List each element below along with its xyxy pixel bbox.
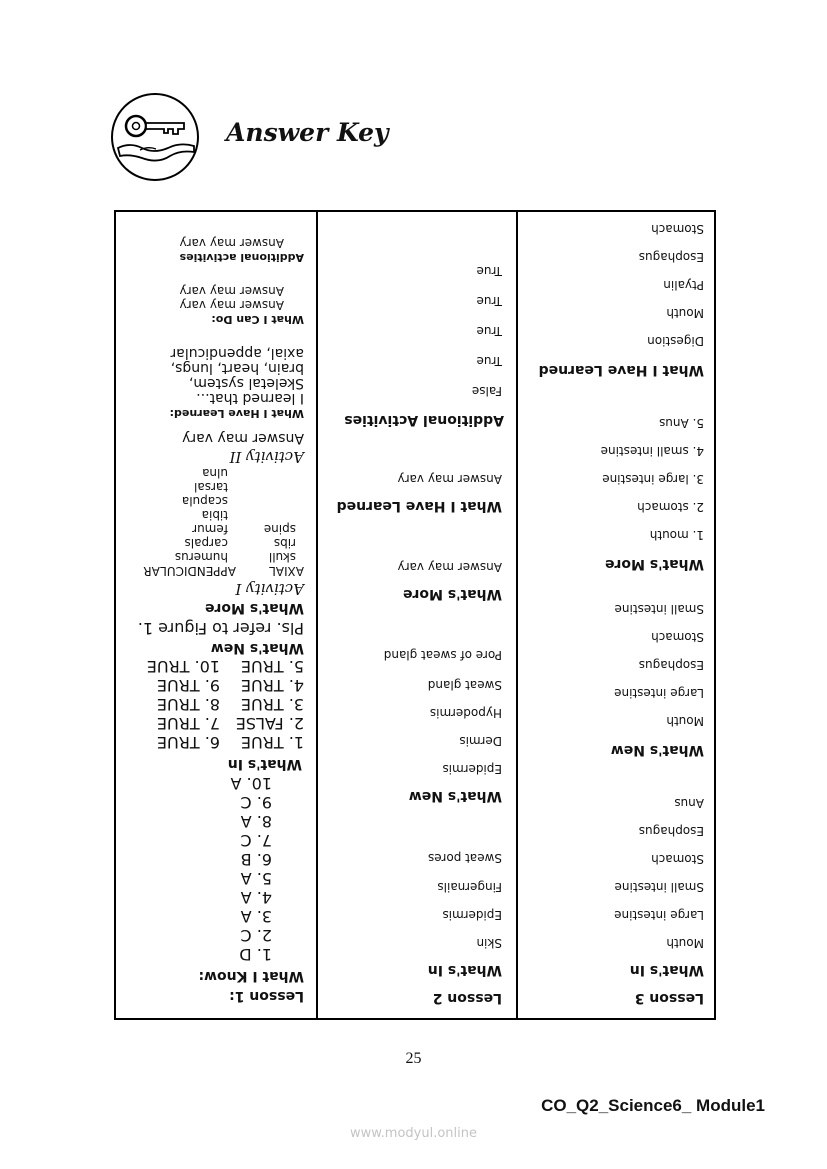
- lesson3-learned-item: Esophagus: [638, 250, 704, 264]
- lesson2-whats-new: What's New: [408, 788, 502, 804]
- lesson1-column: [116, 212, 318, 1018]
- new-answer: Pls. refer to Figure 1.: [137, 619, 304, 638]
- appendicular-item: tibia: [201, 508, 228, 522]
- lesson3-in-item: Esophagus: [638, 824, 704, 838]
- lesson3-whats-more: What's More: [605, 556, 704, 572]
- lesson1-what-i-know: What I Know:: [198, 968, 304, 984]
- learned-line: I learned that...: [196, 390, 304, 406]
- lesson3-whats-in: What's In: [629, 962, 704, 978]
- lesson2-in-item: Fingernails: [437, 880, 502, 894]
- lesson2-new-item: Pore of sweat gland: [383, 648, 502, 662]
- lesson3-new-item: Large intestine: [614, 686, 704, 700]
- lesson3-more-item: 3. large intestine: [602, 472, 704, 486]
- in-answer: 6. TRUE: [156, 733, 220, 752]
- lesson3-new-item: Esophagus: [638, 658, 704, 672]
- learned-line: axial, appendicular: [170, 345, 304, 361]
- know-answer: 6. B: [240, 850, 272, 869]
- lesson2-column: [316, 212, 518, 1018]
- page-number: 25: [405, 1050, 422, 1067]
- lesson2-new-item: Dermis: [459, 734, 502, 748]
- learned-line: brain, heart, lungs,: [170, 360, 304, 376]
- lesson2-additional-item: True: [476, 324, 502, 338]
- know-answer: 1. D: [239, 945, 272, 964]
- lesson1-whats-new: What's New: [210, 640, 304, 656]
- axial-header: AXIAL: [269, 564, 304, 578]
- lesson2-additional-item: True: [476, 294, 502, 308]
- can-do-answer: Answer may vary: [179, 298, 284, 312]
- lesson1-whats-more: What's More: [205, 600, 304, 616]
- lesson1-heading: Lesson 1:: [229, 988, 304, 1004]
- appendicular-item: carpals: [184, 536, 228, 550]
- lesson2-additional-item: True: [476, 264, 502, 278]
- lesson2-in-item: Sweat pores: [428, 851, 502, 865]
- axial-item: ribs: [273, 536, 296, 550]
- lesson1-learned-heading: What I Have Learned:: [169, 407, 304, 420]
- appendicular-item: femur: [192, 522, 228, 536]
- know-answer: 5. A: [240, 869, 272, 888]
- lesson2-heading: Lesson 2: [432, 990, 502, 1006]
- lesson2-additional-heading: Additional Activities: [344, 412, 504, 428]
- appendicular-item: ulna: [202, 466, 228, 480]
- lesson3-heading: Lesson 3: [634, 990, 704, 1006]
- lesson3-in-item: Mouth: [666, 936, 704, 950]
- watermark: www.modyul.online: [349, 1126, 478, 1141]
- lesson2-whats-in: What's In: [427, 962, 502, 978]
- axial-item: spine: [263, 522, 296, 536]
- lesson3-column: [516, 212, 716, 1018]
- lesson2-in-item: Epidermis: [442, 908, 502, 922]
- appendicular-item: humerus: [174, 550, 228, 564]
- activity2-label: Activity II: [229, 448, 304, 466]
- activity2-answer: Answer may vary: [182, 430, 304, 446]
- lesson2-learned-answer: Answer may vary: [397, 472, 502, 486]
- know-answer: 9. C: [240, 793, 272, 812]
- lesson3-learned-heading: What I Have Learned: [538, 362, 704, 378]
- in-answer: 4. TRUE: [240, 676, 304, 695]
- know-answer: 4. A: [240, 888, 272, 907]
- in-answer: 8. TRUE: [156, 695, 220, 714]
- know-answer: 10. A: [230, 774, 272, 793]
- appendicular-header: APPENDICULAR: [143, 564, 236, 578]
- answer-key-table: [114, 210, 716, 1020]
- axial-item: skull: [268, 550, 296, 564]
- know-answer: 2. C: [240, 926, 272, 945]
- lesson3-learned-item: Ptyalin: [663, 278, 704, 292]
- lesson2-in-item: Skin: [476, 936, 502, 950]
- in-answer: 2. FALSE: [235, 714, 304, 733]
- know-answer: 8. A: [240, 812, 272, 831]
- activity1-label: Activity I: [235, 580, 304, 598]
- module-footer: CO_Q2_Science6_ Module1: [541, 1096, 765, 1115]
- lesson2-new-item: Epidermis: [442, 762, 502, 776]
- lesson1-can-do-heading: What I Can Do:: [211, 313, 304, 326]
- lesson3-whats-new: What's New: [610, 742, 704, 758]
- answer-key-logo-icon: [110, 92, 200, 182]
- lesson1-whats-in: What's In: [227, 756, 302, 772]
- in-answer: 3. TRUE: [240, 695, 304, 714]
- in-answer: 10. TRUE: [146, 657, 220, 676]
- lesson3-in-item: Anus: [674, 796, 704, 810]
- in-answer: 9. TRUE: [156, 676, 220, 695]
- lesson2-new-item: Sweat gland: [427, 678, 502, 692]
- lesson2-whats-more: What's More: [403, 586, 502, 602]
- know-answer: 3. A: [240, 907, 272, 926]
- lesson3-new-item: Stomach: [651, 630, 704, 644]
- learned-line: Skeletal system,: [188, 375, 304, 391]
- lesson3-learned-item: Stomach: [651, 222, 704, 236]
- lesson3-more-item: 4. small intestine: [600, 444, 704, 458]
- lesson2-more-answer: Answer may vary: [397, 560, 502, 574]
- lesson3-more-item: 2. stomach: [637, 500, 704, 514]
- lesson3-learned-item: Digestion: [647, 334, 704, 348]
- lesson1-additional-heading: Additional activities: [179, 251, 304, 264]
- know-answer: 7. C: [240, 831, 272, 850]
- lesson2-additional-item: True: [476, 354, 502, 368]
- in-answer: 1. TRUE: [240, 733, 304, 752]
- in-answer: 7. TRUE: [156, 714, 220, 733]
- appendicular-item: tarsal: [194, 480, 228, 494]
- lesson2-additional-item: False: [471, 384, 502, 398]
- lesson2-learned-heading: What I Have Learned: [336, 498, 502, 514]
- can-do-answer: Answer may vary: [179, 284, 284, 298]
- lesson3-more-item: 5. Anus: [659, 416, 704, 430]
- lesson3-in-item: Stomach: [651, 852, 704, 866]
- page-title: Answer Key: [226, 118, 389, 147]
- lesson2-new-item: Hypodermis: [429, 706, 502, 720]
- additional-answer: Answer may vary: [179, 236, 284, 250]
- lesson3-more-item: 1. mouth: [649, 528, 704, 542]
- lesson3-new-item: Small intestine: [614, 602, 704, 616]
- lesson3-in-item: Large intestine: [614, 908, 704, 922]
- lesson3-in-item: Small intestine: [614, 880, 704, 894]
- lesson3-new-item: Mouth: [666, 714, 704, 728]
- appendicular-item: scapula: [181, 494, 228, 508]
- in-answer: 5. TRUE: [240, 657, 304, 676]
- lesson3-learned-item: Mouth: [666, 306, 704, 320]
